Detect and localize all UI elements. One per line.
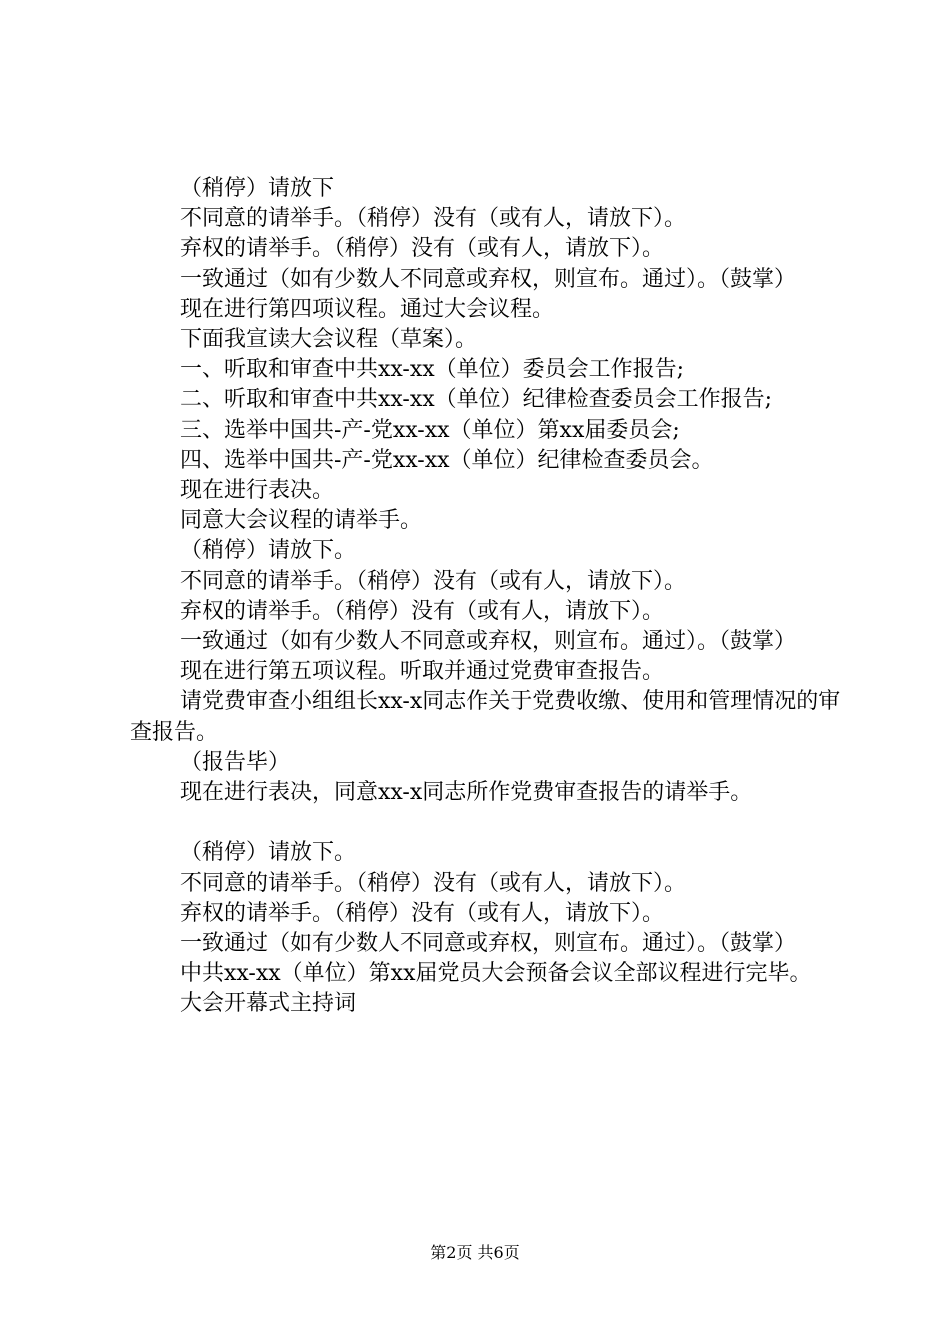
document-body: [130, 174, 850, 1020]
paragraph: 不同意的请举手。（稍停）没有（或有人，请放下）。: [180, 870, 687, 896]
paragraph: （稍停）请放下: [180, 176, 335, 201]
paragraph: 不同意的请举手。（稍停）没有（或有人，请放下）。: [180, 568, 687, 594]
paragraph: 一致通过（如有少数人不同意或弃权，则宣布。通过）。（鼓掌）: [180, 266, 797, 292]
paragraph: 不同意的请举手。（稍停）没有（或有人，请放下）。: [180, 206, 687, 232]
paragraph: 弃权的请举手。（稍停）没有（或有人，请放下）。: [180, 236, 665, 262]
paragraph: 现在进行表决。: [180, 478, 335, 504]
paragraph: 弃权的请举手。（稍停）没有（或有人，请放下）。: [180, 598, 665, 624]
blank-line: [130, 808, 850, 838]
paragraph: 二、听取和审查中共xx-xx（单位）纪律检查委员会工作报告;: [180, 387, 773, 413]
page-footer: [0, 1243, 950, 1263]
paragraph: 一致通过（如有少数人不同意或弃权，则宣布。通过）。（鼓掌）: [180, 931, 797, 957]
paragraph: 三、选举中国共-产-党xx-xx（单位）第xx届委员会;: [180, 417, 680, 443]
paragraph: 现在进行第五项议程。听取并通过党费审查报告。: [180, 659, 665, 685]
paragraph: 现在进行第四项议程。通过大会议程。: [180, 296, 555, 322]
paragraph: （稍停）请放下。: [180, 840, 357, 866]
page-number-label: 第2页 共6页: [430, 1243, 520, 1262]
paragraph: 同意大会议程的请举手。: [180, 508, 423, 534]
paragraph: 大会开幕式主持词: [180, 991, 357, 1017]
paragraph: 现在进行表决，同意xx-x同志所作党费审查报告的请举手。: [180, 780, 753, 806]
paragraph: 请党费审查小组组长xx-x同志作关于党费收缴、使用和管理情况的审查报告。: [130, 689, 841, 745]
paragraph: （稍停）请放下。: [180, 538, 357, 564]
paragraph: （报告毕）: [180, 749, 291, 775]
paragraph: 中共xx-xx（单位）第xx届党员大会预备会议全部议程进行完毕。: [180, 961, 812, 987]
paragraph: 四、选举中国共-产-党xx-xx（单位）纪律检查委员会。: [180, 447, 714, 473]
paragraph: 一致通过（如有少数人不同意或弃权，则宣布。通过）。（鼓掌）: [180, 629, 797, 655]
paragraph: 下面我宣读大会议程（草案）。: [180, 327, 478, 353]
paragraph: 一、听取和审查中共xx-xx（单位）委员会工作报告;: [180, 357, 685, 383]
paragraph: 弃权的请举手。（稍停）没有（或有人，请放下）。: [180, 900, 665, 926]
